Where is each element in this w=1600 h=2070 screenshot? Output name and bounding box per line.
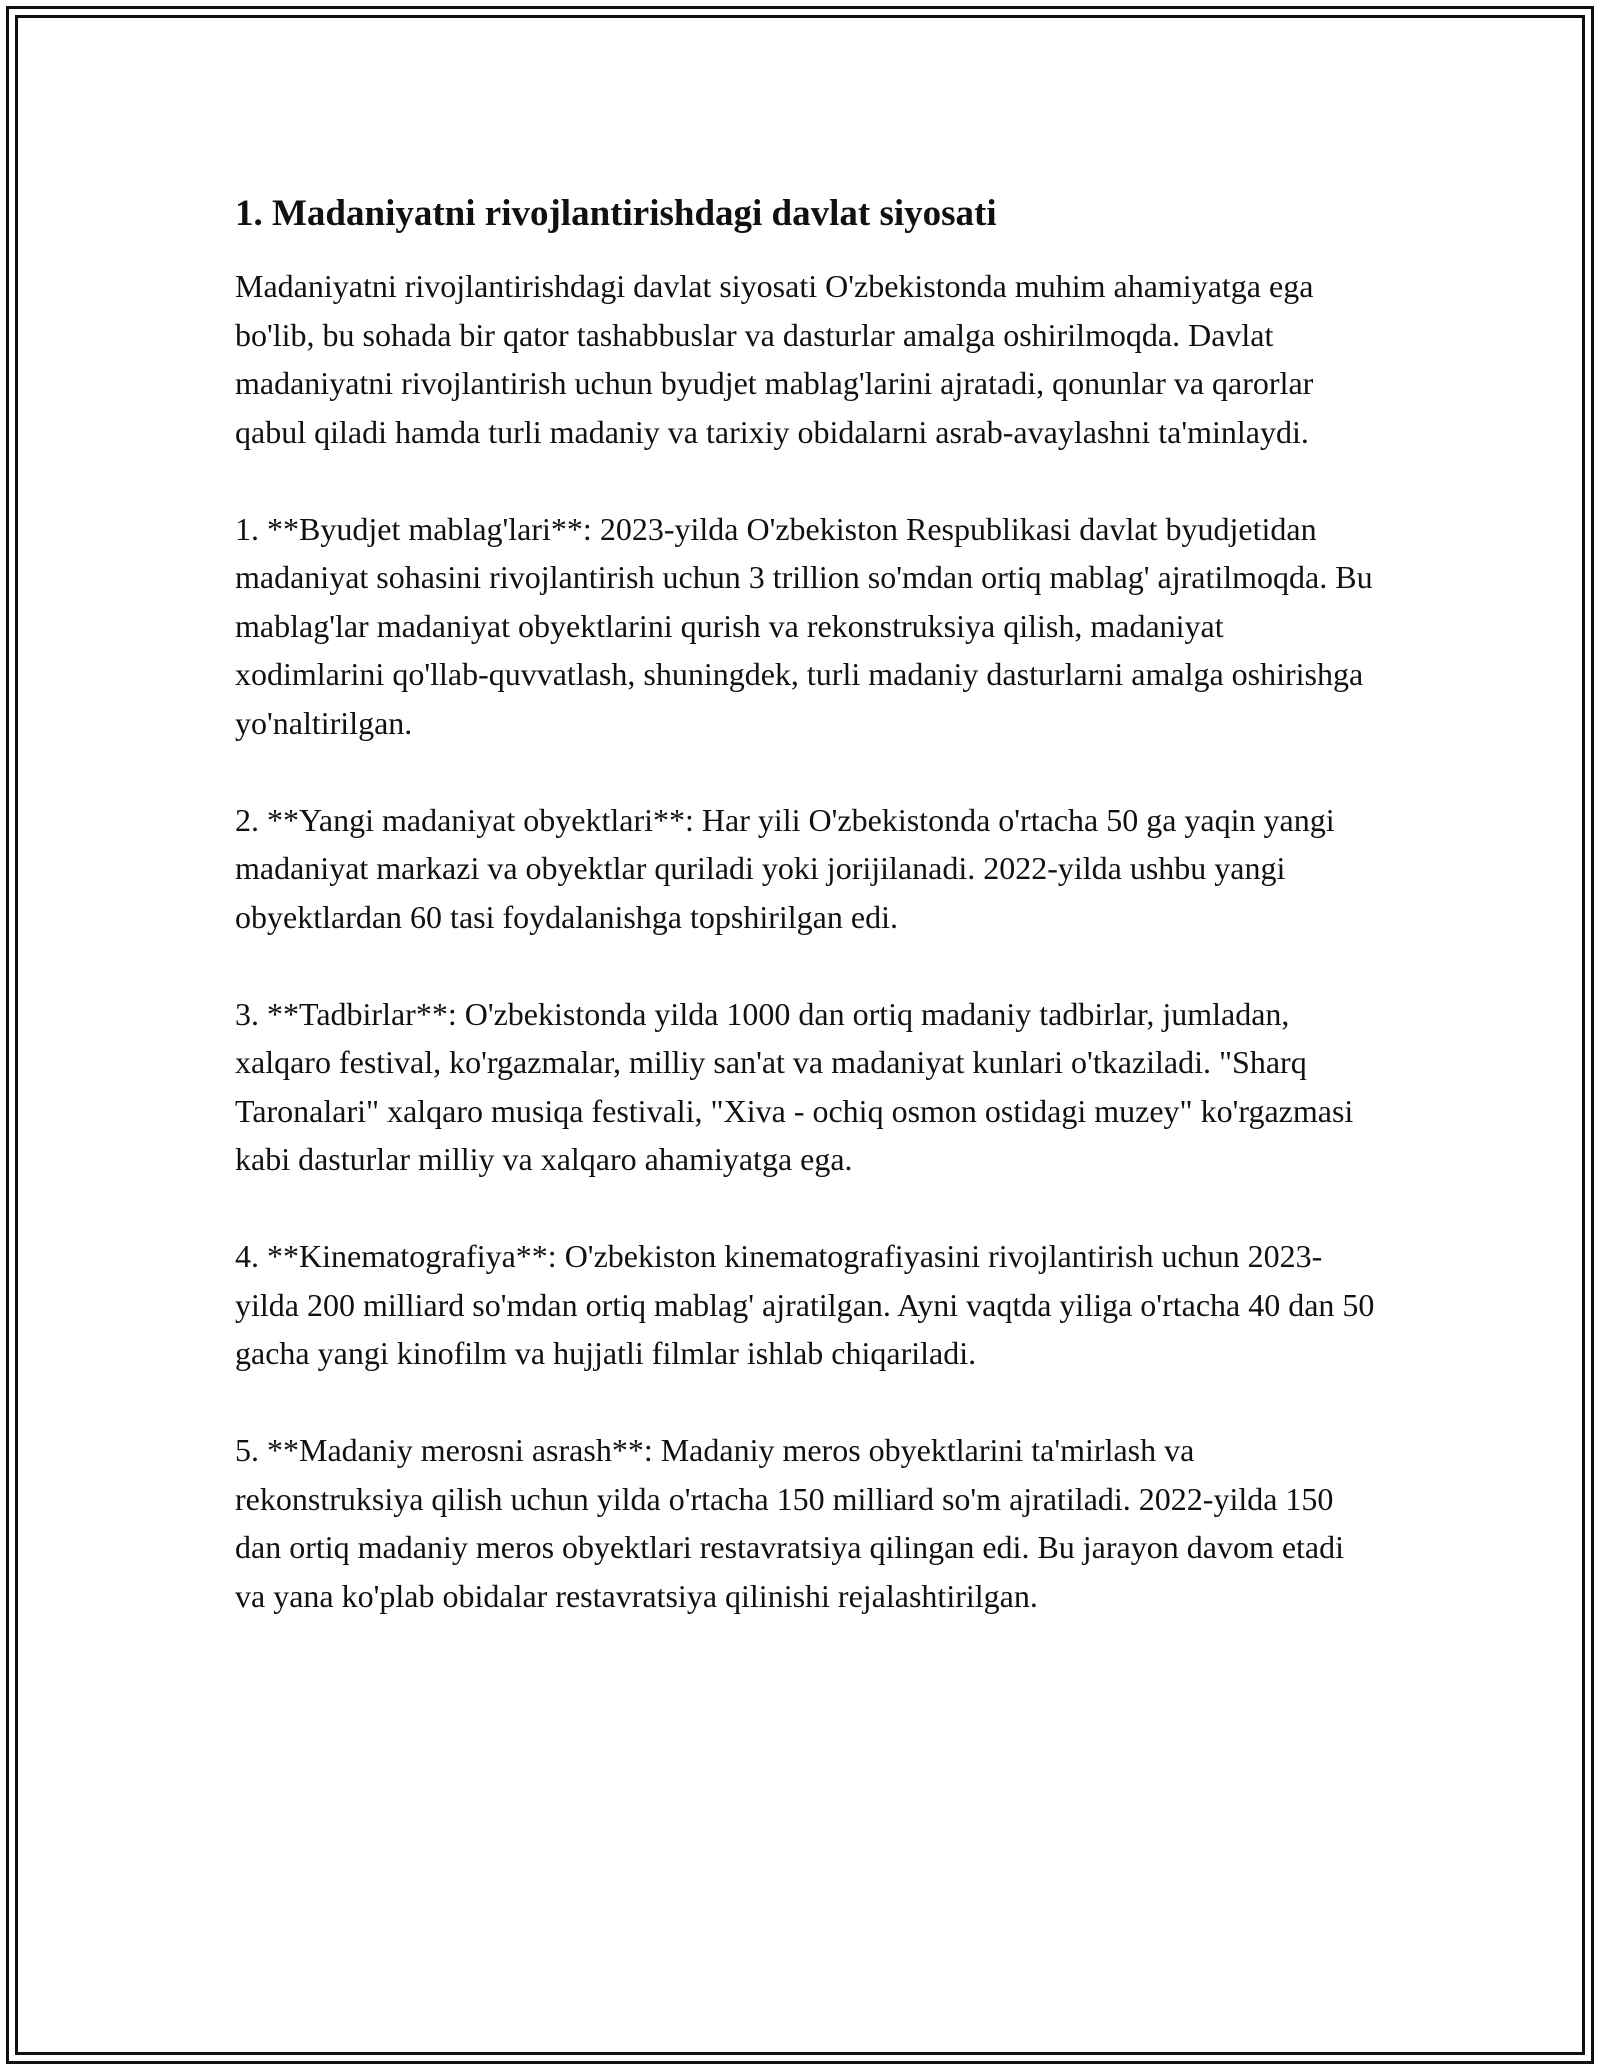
- list-item-heritage: 5. **Madaniy merosni asrash**: Madaniy meros obyektlarini ta'mirlash va rekonstruksiya qilish uchun yilda o'rtacha 150 milliard so'm ajratiladi. 2022-yilda 150 dan ortiq madaniy meros obyektlari restavratsiya qilingan edi. Bu jarayon davom etadi va yana ko'plab obidalar restavratsiya qilinishi rejalashtirilgan.: [235, 1432, 1345, 1614]
- intro-paragraph: Madaniyatni rivojlantirishdagi davlat siyosati O'zbekistonda muhim ahamiyatga ega bo'lib, bu sohada bir qator tashabbuslar va dasturlar amalga oshirilmoqda. Davlat madaniyatni rivojlantirish uchun byudjet mablag'larini ajratadi, qonunlar va qarorlar qabul qiladi hamda turli madaniy va tarixiy obidalarni asrab-avaylashni ta'minlaydi.: [235, 268, 1314, 450]
- list-item-cinematography: 4. **Kinematografiya**: O'zbekiston kinematografiyasini rivojlantirish uchun 2023-yilda 200 milliard so'mdan ortiq mablag' ajratilgan. Ayni vaqtda yiliga o'rtacha 40 dan 50 gacha yangi kinofilm va hujjatli filmlar ishlab chiqariladi.: [235, 1238, 1375, 1371]
- list-item-events: 3. **Tadbirlar**: O'zbekistonda yilda 1000 dan ortiq madaniy tadbirlar, jumladan, xalqaro festival, ko'rgazmalar, milliy san'at va madaniyat kunlari o'tkaziladi. "Sharq Taronalari" xalqaro musiqa festivali, "Xiva - ochiq osmon ostidagi muzey" ko'rgazmasi kabi dasturlar milliy va xalqaro ahamiyatga ega.: [235, 995, 1354, 1177]
- section-heading: 1. Madaniyatni rivojlantirishdagi davlat siyosati: [235, 193, 997, 234]
- document-body: [235, 186, 1375, 1669]
- list-item-budget: 1. **Byudjet mablag'lari**: 2023-yilda O'zbekiston Respublikasi davlat byudjetidan madaniyat sohasini rivojlantirish uchun 3 trillion so'mdan ortiq mablag' ajratilmoqda. Bu mablag'lar madaniyat obyektlarini qurish va rekonstruksiya qilish, madaniyat xodimlarini qo'llab-quvvatlash, shuningdek, turli madaniy dasturlarni amalga oshirishga yo'naltirilgan.: [235, 510, 1373, 741]
- list-item-new-objects: 2. **Yangi madaniyat obyektlari**: Har yili O'zbekistonda o'rtacha 50 ga yaqin yangi madaniyat markazi va obyektlar quriladi yoki jorijilanadi. 2022-yilda ushbu yangi obyektlardan 60 tasi foydalanishga topshirilgan edi.: [235, 801, 1335, 935]
